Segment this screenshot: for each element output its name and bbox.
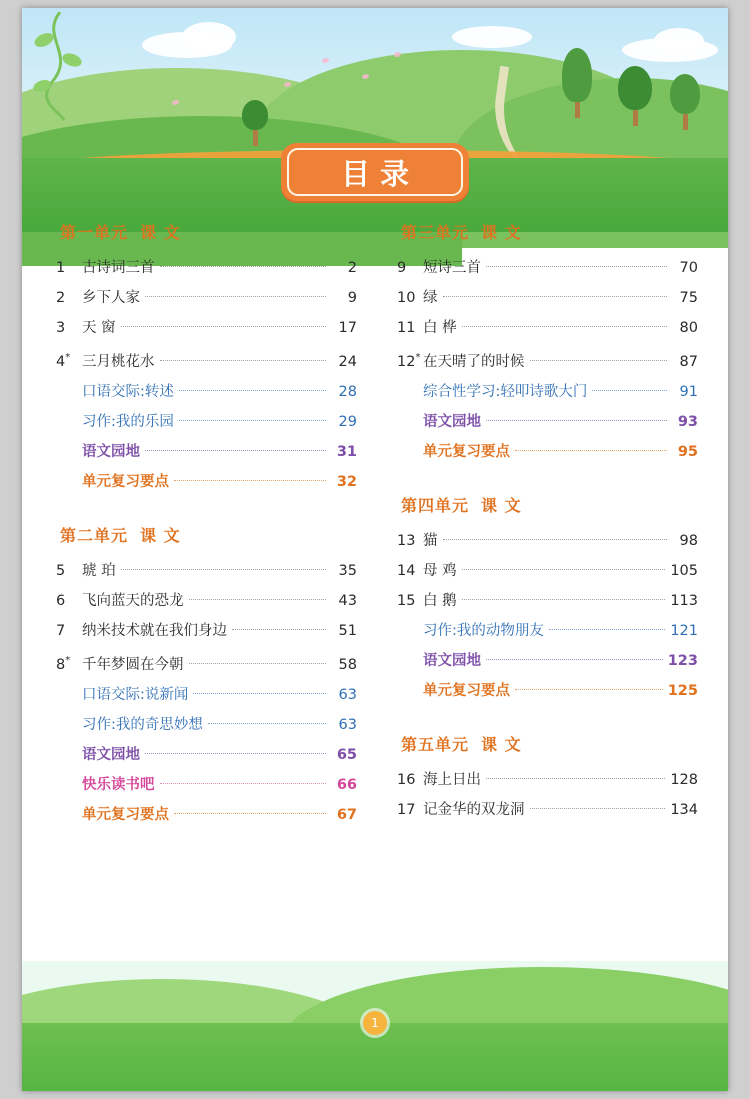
entry-page: 105: [670, 562, 698, 579]
entry-label: 综合性学习:轻叩诗歌大门: [423, 383, 588, 400]
entry-label: 单元复习要点: [82, 806, 169, 823]
toc-entry[interactable]: [397, 283, 698, 313]
entry-label: 猫: [423, 532, 438, 549]
leader-dots: [462, 569, 666, 570]
entry-page: 35: [338, 562, 357, 579]
entry-label: 纳米技术就在我们身边: [82, 622, 227, 639]
leader-dots: [486, 778, 665, 779]
leader-dots: [530, 808, 666, 809]
entry-label: 习作:我的奇思妙想: [82, 716, 203, 733]
entry-number: 17: [397, 801, 416, 818]
toc-entry[interactable]: [56, 616, 357, 646]
starred-marker: *: [415, 352, 421, 363]
cloud-icon: [452, 26, 532, 48]
entry-number: 4*: [56, 352, 71, 370]
entry-number: 13: [397, 532, 416, 549]
toc-entry[interactable]: [397, 556, 698, 586]
starred-marker: *: [65, 654, 71, 666]
toc-entry[interactable]: [56, 586, 357, 616]
entry-label: 语文园地: [82, 746, 140, 763]
toc-entry[interactable]: [397, 526, 698, 556]
entry-page: 125: [667, 682, 698, 699]
toc-entry[interactable]: [56, 343, 357, 377]
entry-page: 91: [679, 383, 698, 400]
entry-label: 绿: [423, 290, 438, 306]
entry-page: 24: [338, 353, 357, 370]
entry-label: 语文园地: [423, 652, 481, 669]
entry-page: 65: [336, 746, 357, 763]
toc-entry[interactable]: [397, 407, 698, 437]
unit-section: [397, 493, 698, 706]
entry-number: 2: [56, 290, 66, 306]
leader-dots: [121, 569, 326, 570]
entry-page: 63: [338, 716, 357, 733]
unit-heading-title: 第一单元: [60, 223, 129, 242]
toc-entry[interactable]: [56, 467, 357, 497]
toc-entry[interactable]: [56, 710, 357, 740]
tree-icon: [562, 48, 592, 118]
entry-page: 67: [336, 806, 357, 823]
leader-dots: [145, 296, 326, 297]
entry-label: 白 鹅: [423, 592, 457, 609]
book-page: [22, 8, 728, 1091]
entry-label: 习作:我的动物朋友: [423, 622, 544, 639]
entry-page: 31: [336, 443, 357, 460]
table-of-contents: [22, 204, 728, 964]
entry-page: 87: [679, 353, 698, 370]
leader-dots: [179, 390, 326, 391]
cloud-icon: [654, 28, 704, 54]
toc-entry[interactable]: [56, 740, 357, 770]
cloud-icon: [182, 22, 236, 52]
entry-page: 98: [679, 532, 698, 549]
leader-dots: [179, 420, 326, 421]
toc-entry[interactable]: [397, 343, 698, 377]
entry-page: 113: [670, 592, 698, 609]
entry-page: 80: [679, 320, 698, 336]
unit-heading: [401, 493, 698, 516]
entry-page: 93: [677, 413, 698, 430]
entry-page: 28: [338, 383, 357, 400]
entry-label: 语文园地: [82, 443, 140, 460]
tree-icon: [242, 100, 268, 146]
leader-dots: [443, 296, 668, 297]
leader-dots: [462, 326, 667, 327]
entry-page: 32: [336, 473, 357, 490]
toc-entry[interactable]: [397, 646, 698, 676]
entry-page: 66: [336, 776, 357, 793]
leader-dots: [193, 693, 326, 694]
toc-entry[interactable]: [56, 680, 357, 710]
leader-dots: [549, 629, 665, 630]
entry-number: 5: [56, 562, 66, 579]
entry-label: 快乐读书吧: [82, 776, 155, 793]
entry-number: 15: [397, 592, 416, 609]
leader-dots: [160, 783, 327, 784]
page-title-text: 目录: [340, 156, 419, 191]
entry-label: 乡下人家: [82, 290, 140, 306]
entry-number: 7: [56, 622, 66, 639]
unit-heading: [401, 732, 698, 755]
entry-label: 海上日出: [423, 771, 481, 788]
unit-section: [56, 523, 357, 830]
leader-dots: [486, 420, 667, 421]
toc-entry[interactable]: [397, 586, 698, 616]
unit-section: [397, 220, 698, 467]
toc-entry[interactable]: [397, 437, 698, 467]
tree-icon: [670, 74, 700, 130]
entry-label: 在天晴了的时候: [423, 353, 525, 370]
entry-label: 口语交际:转述: [82, 383, 174, 400]
entry-page: 51: [338, 622, 357, 639]
entry-number: 16: [397, 771, 416, 788]
leader-dots: [121, 326, 326, 327]
toc-entry[interactable]: [56, 283, 357, 313]
entry-number: 3: [56, 320, 66, 336]
toc-entry[interactable]: [56, 646, 357, 680]
entry-page: 17: [338, 320, 357, 336]
unit-heading-sub: 课 文: [481, 223, 522, 242]
leader-dots: [515, 689, 663, 690]
entry-page: 58: [338, 656, 357, 673]
leader-dots: [486, 659, 663, 660]
entry-number: 1: [56, 260, 66, 276]
entry-label: 千年梦圆在今朝: [82, 656, 184, 673]
page-title-frame: [287, 148, 463, 196]
toc-column-left: [22, 204, 375, 964]
entry-number: 11: [397, 320, 416, 336]
entry-number: 6: [56, 592, 66, 609]
entry-page: 123: [667, 652, 698, 669]
leader-dots: [189, 663, 327, 664]
leader-dots: [232, 629, 326, 630]
leader-dots: [145, 450, 326, 451]
leader-dots: [145, 753, 326, 754]
entry-label: 琥 珀: [82, 562, 116, 579]
entry-page: 121: [670, 622, 698, 639]
entry-label: 飞向蓝天的恐龙: [82, 592, 184, 609]
entry-number: 9: [397, 260, 407, 276]
leader-dots: [174, 813, 326, 814]
tree-icon: [618, 66, 652, 126]
toc-entry[interactable]: [56, 556, 357, 586]
unit-heading-sub: 课 文: [140, 525, 181, 545]
entry-label: 单元复习要点: [423, 682, 510, 699]
toc-entry[interactable]: [397, 676, 698, 706]
leader-dots: [592, 390, 667, 391]
toc-entry[interactable]: [56, 800, 357, 830]
entry-label: 单元复习要点: [423, 443, 510, 460]
vine-icon: [30, 12, 90, 122]
leader-dots: [486, 266, 667, 267]
entry-page: 95: [677, 443, 698, 460]
entry-label: 古诗词三首: [82, 260, 155, 276]
page-number-badge: 1: [363, 1011, 387, 1035]
entry-label: 习作:我的乐园: [82, 413, 174, 430]
toc-entry[interactable]: [397, 765, 698, 795]
leader-dots: [189, 599, 327, 600]
toc-entry[interactable]: [397, 377, 698, 407]
unit-heading: [60, 523, 357, 546]
leader-dots: [515, 450, 667, 451]
entry-number: 12*: [397, 352, 421, 370]
leader-dots: [530, 360, 668, 361]
unit-heading: [60, 220, 357, 243]
entry-label: 母 鸡: [423, 562, 457, 579]
leader-dots: [160, 266, 327, 267]
unit-heading-sub: 课 文: [481, 734, 522, 754]
entry-label: 白 桦: [423, 320, 457, 336]
entry-page: 75: [679, 290, 698, 306]
unit-heading-title: 第二单元: [60, 525, 129, 545]
entry-number: 8*: [56, 654, 71, 673]
toc-entry[interactable]: [56, 770, 357, 800]
leader-dots: [160, 360, 327, 361]
toc-entry[interactable]: [56, 437, 357, 467]
toc-column-right: [375, 204, 728, 964]
toc-entry[interactable]: [56, 313, 357, 343]
unit-heading-title: 第三单元: [401, 223, 470, 242]
unit-heading-title: 第四单元: [401, 495, 470, 515]
toc-entry[interactable]: [397, 795, 698, 825]
entry-page: 43: [338, 592, 357, 609]
unit-heading-sub: 课 文: [140, 223, 181, 242]
toc-entry[interactable]: [397, 616, 698, 646]
toc-entry[interactable]: [56, 377, 357, 407]
entry-label: 三月桃花水: [82, 353, 155, 370]
entry-page: 63: [338, 686, 357, 703]
toc-entry[interactable]: [397, 253, 698, 283]
entry-page: 2: [347, 260, 357, 276]
toc-entry[interactable]: [56, 407, 357, 437]
entry-page: 9: [347, 290, 357, 306]
entry-label: 天 窗: [82, 320, 116, 336]
unit-heading: [401, 220, 698, 243]
entry-number: 10: [397, 290, 416, 306]
entry-label: 单元复习要点: [82, 473, 169, 490]
toc-entry[interactable]: [397, 313, 698, 343]
unit-section: [397, 732, 698, 825]
toc-entry[interactable]: [56, 253, 357, 283]
leader-dots: [443, 539, 668, 540]
entry-label: 口语交际:说新闻: [82, 686, 189, 703]
starred-marker: *: [65, 352, 71, 363]
entry-page: 29: [338, 413, 357, 430]
entry-number: 14: [397, 562, 416, 579]
entry-label: 语文园地: [423, 413, 481, 430]
leader-dots: [174, 480, 326, 481]
unit-section: [56, 220, 357, 497]
unit-heading-sub: 课 文: [481, 495, 522, 515]
leader-dots: [208, 723, 326, 724]
entry-label: 记金华的双龙洞: [423, 801, 525, 818]
entry-page: 134: [670, 801, 698, 818]
unit-heading-title: 第五单元: [401, 734, 470, 754]
page-title: [281, 143, 469, 201]
entry-label: 短诗三首: [423, 260, 481, 276]
entry-page: 70: [679, 260, 698, 276]
leader-dots: [462, 599, 666, 600]
entry-page: 128: [670, 771, 698, 788]
